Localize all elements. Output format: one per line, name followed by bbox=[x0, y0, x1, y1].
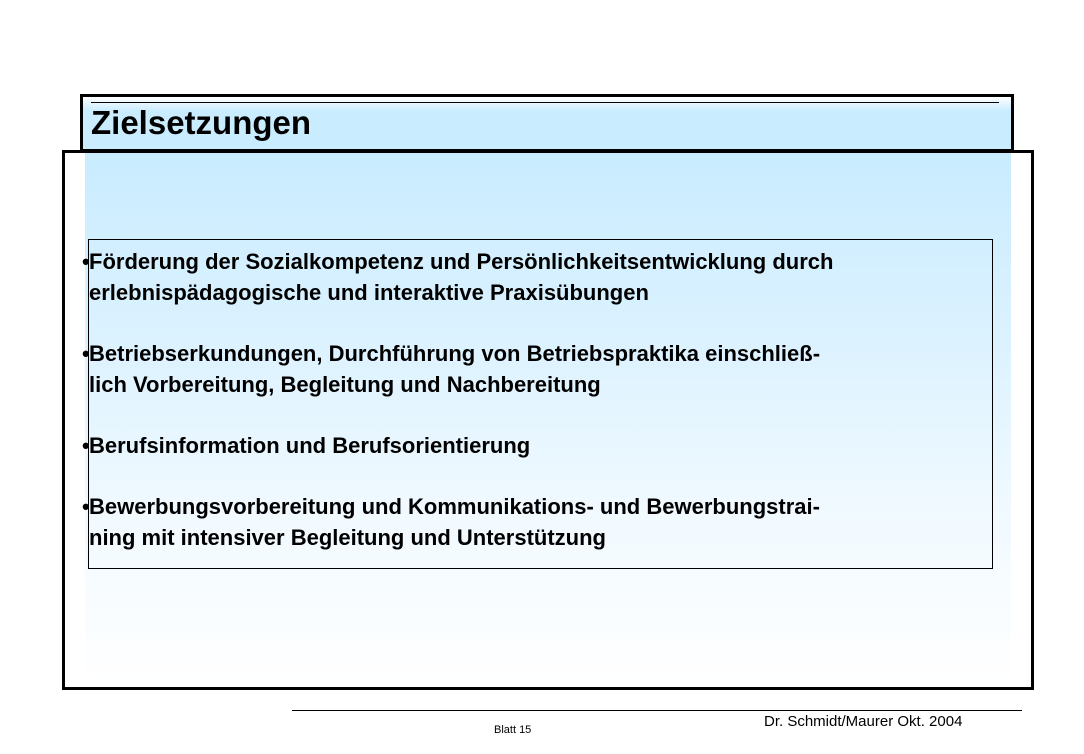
bullet-text-line: Bewerbungsvorbereitung und Kommunikations- und Bewerbungstrai- bbox=[89, 494, 820, 519]
footer-author: Dr. Schmidt/Maurer Okt. 2004 bbox=[764, 713, 963, 730]
bullet-marker: • bbox=[82, 494, 90, 519]
bullet-text-line: Betriebserkundungen, Durchführung von Betriebspraktika einschließ- bbox=[89, 341, 821, 366]
footer-rule bbox=[292, 710, 1022, 711]
bullet-item bbox=[82, 246, 833, 308]
bullet-list bbox=[82, 246, 833, 583]
bullet-item bbox=[82, 430, 833, 461]
slide-title: Zielsetzungen bbox=[91, 104, 312, 141]
bullet-text-line: ning mit intensiver Begleitung und Unterstützung bbox=[89, 525, 606, 550]
bullet-text-line: erlebnispädagogische und interaktive Praxisübungen bbox=[89, 280, 649, 305]
bullet-text-line: Förderung der Sozialkompetenz und Persönlichkeitsentwicklung durch bbox=[89, 249, 834, 274]
bullet-marker: • bbox=[82, 433, 90, 458]
title-box bbox=[80, 94, 1014, 152]
bullet-marker: • bbox=[82, 249, 90, 274]
bullet-item bbox=[82, 338, 833, 400]
page-number: Blatt 15 bbox=[494, 724, 532, 736]
bullet-marker: • bbox=[82, 341, 90, 366]
bullet-text-line: Berufsinformation und Berufsorientierung bbox=[89, 433, 531, 458]
bullet-text-line: lich Vorbereitung, Begleitung und Nachbereitung bbox=[89, 372, 601, 397]
bullet-item bbox=[82, 491, 833, 553]
